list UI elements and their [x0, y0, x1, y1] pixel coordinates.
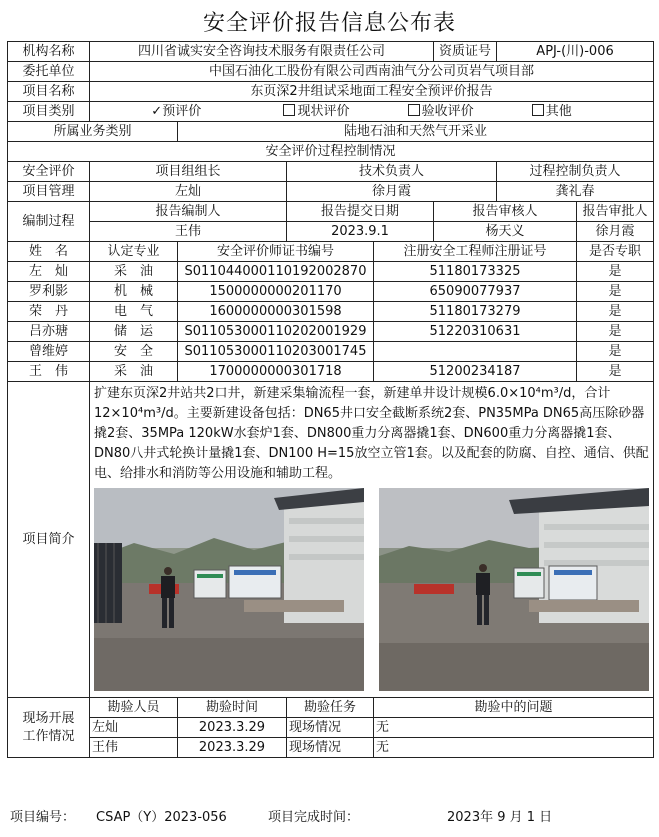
- staff-name: 吕亦瑭: [8, 322, 90, 342]
- compile-header-row: [8, 202, 654, 222]
- site-label: [8, 698, 90, 758]
- project-value: 东页深2井组试采地面工程安全预评价报告: [90, 82, 654, 102]
- compile-label: 编制过程: [8, 202, 90, 242]
- table-row: [8, 262, 654, 282]
- site-date: 2023.3.29: [178, 738, 287, 758]
- checkbox-icon: [408, 104, 420, 116]
- checkbox-icon: [283, 104, 295, 116]
- footer: [10, 806, 655, 826]
- summary-row: [8, 382, 654, 698]
- staff-cert: S011053000110202001929: [178, 322, 374, 342]
- client-label: 委托单位: [8, 62, 90, 82]
- staff-eng: [374, 342, 577, 362]
- type-option-other: 其他: [545, 104, 572, 119]
- project-label: 项目名称: [8, 82, 90, 102]
- table-row: [8, 302, 654, 322]
- site-photos: [94, 488, 649, 695]
- project-row: [8, 82, 654, 102]
- site-task: 现场情况: [287, 718, 374, 738]
- site-h3: 勘验任务: [287, 698, 374, 718]
- staff-eng: 51180173325: [374, 262, 577, 282]
- staff-name: 左 灿: [8, 262, 90, 282]
- site-header-row: [8, 698, 654, 718]
- business-value: 陆地石油和天然气开采业: [178, 122, 654, 142]
- table-row: [8, 342, 654, 362]
- staff-cert: 1500000000201170: [178, 282, 374, 302]
- business-label: 所属业务类别: [8, 122, 178, 142]
- staff-fulltime: 是: [577, 302, 654, 322]
- table-row: [8, 738, 654, 758]
- project-code-value: CSAP（Y）2023-056: [96, 810, 227, 825]
- mgmt-label-2: 项目管理: [8, 182, 90, 202]
- table-row: [8, 362, 654, 382]
- summary-cell: [90, 382, 654, 698]
- completion-label: 项目完成时间：: [268, 810, 360, 825]
- site-issue: 无: [374, 718, 654, 738]
- mgmt-v3: 龚礼春: [497, 182, 654, 202]
- staff-name: 王 伟: [8, 362, 90, 382]
- compile-v3: 杨天义: [434, 222, 577, 242]
- staff-cert: S011053000110203001745: [178, 342, 374, 362]
- compile-h1: 报告编制人: [90, 202, 287, 222]
- staff-h-eng: 注册安全工程师注册证号: [374, 242, 577, 262]
- page-title: 安全评价报告信息公布表: [202, 11, 456, 36]
- compile-value-row: [8, 222, 654, 242]
- compile-v4: 徐月霞: [577, 222, 654, 242]
- staff-eng: 51180173279: [374, 302, 577, 322]
- staff-h-name: 姓 名: [8, 242, 90, 262]
- type-option-accept: 验收评价: [421, 104, 474, 119]
- staff-major: 机 械: [90, 282, 178, 302]
- site-label-2: 工作情况: [22, 728, 75, 744]
- process-title-row: [8, 142, 654, 162]
- compile-v2: 2023.9.1: [287, 222, 434, 242]
- completion-value: 2023年 9 月 1 日: [447, 810, 553, 825]
- cert-value: APJ-(川)-006: [497, 42, 654, 62]
- staff-h-cert: 安全评价师证书编号: [178, 242, 374, 262]
- table-row: [8, 718, 654, 738]
- type-option-pre: ✓预评价: [151, 104, 202, 119]
- staff-fulltime: 是: [577, 282, 654, 302]
- staff-cert: 1600000000301598: [178, 302, 374, 322]
- process-title: 安全评价过程控制情况: [8, 142, 654, 162]
- staff-h-major: 认定专业: [90, 242, 178, 262]
- site-date: 2023.3.29: [178, 718, 287, 738]
- staff-cert: 1700000000301718: [178, 362, 374, 382]
- mgmt-h3: 过程控制负责人: [497, 162, 654, 182]
- staff-name: 荣 丹: [8, 302, 90, 322]
- table-row: [8, 282, 654, 302]
- compile-h4: 报告审批人: [577, 202, 654, 222]
- mgmt-h1: 项目组组长: [90, 162, 287, 182]
- site-photo-2: [379, 488, 649, 691]
- site-h4: 勘验中的问题: [374, 698, 654, 718]
- table-row: [8, 322, 654, 342]
- site-label-1: 现场开展: [22, 710, 75, 726]
- org-label: 机构名称: [8, 42, 90, 62]
- site-photo-1: [94, 488, 364, 691]
- mgmt-label-1: 安全评价: [8, 162, 90, 182]
- info-table: [7, 41, 654, 758]
- type-row: [8, 102, 654, 122]
- type-option-status: 现状评价: [297, 104, 350, 119]
- mgmt-v2: 徐月霞: [287, 182, 497, 202]
- staff-major: 采 油: [90, 262, 178, 282]
- org-row: [8, 42, 654, 62]
- staff-major: 储 运: [90, 322, 178, 342]
- summary-label: 项目简介: [8, 382, 90, 698]
- checkbox-icon: [532, 104, 544, 116]
- compile-h3: 报告审核人: [434, 202, 577, 222]
- compile-h2: 报告提交日期: [287, 202, 434, 222]
- staff-cert: S011044000110192002870: [178, 262, 374, 282]
- type-label: 项目类别: [8, 102, 90, 122]
- summary-text: 扩建东页深2井站共2口井，新建采集输流程一套，新建单井设计规模6.0×10⁴m³/d，合计12×10⁴m³/d。主要新建设备包括：DN65井口安全截断系统2套、PN35MPa DN65高压除砂器撬2套、35MPa 120kW水套炉1套、DN800重力分离器撬1套、DN600重力分离器撬1套、DN80八井式轮换计量撬1套、DN100 H=15放空立管1套。以及配套的防腐、自控、通信、供配电、给排水和消防等公用设施和辅助工程。: [94, 386, 649, 481]
- compile-v1: 王伟: [90, 222, 287, 242]
- staff-eng: 51200234187: [374, 362, 577, 382]
- site-task: 现场情况: [287, 738, 374, 758]
- site-h1: 勘验人员: [90, 698, 178, 718]
- staff-major: 电 气: [90, 302, 178, 322]
- site-person: 左灿: [90, 718, 178, 738]
- site-h2: 勘验时间: [178, 698, 287, 718]
- staff-major: 采 油: [90, 362, 178, 382]
- type-options: [90, 102, 654, 122]
- staff-fulltime: 是: [577, 262, 654, 282]
- site-issue: 无: [374, 738, 654, 758]
- staff-major: 安 全: [90, 342, 178, 362]
- staff-name: 曾维婷: [8, 342, 90, 362]
- mgmt-value-row: [8, 182, 654, 202]
- mgmt-v1: 左灿: [90, 182, 287, 202]
- staff-fulltime: 是: [577, 342, 654, 362]
- site-person: 王伟: [90, 738, 178, 758]
- staff-fulltime: 是: [577, 362, 654, 382]
- client-value: 中国石油化工股份有限公司西南油气分公司页岩气项目部: [90, 62, 654, 82]
- cert-label: 资质证号: [434, 42, 497, 62]
- staff-h-fulltime: 是否专职: [577, 242, 654, 262]
- staff-name: 罗利影: [8, 282, 90, 302]
- staff-eng: 65090077937: [374, 282, 577, 302]
- staff-eng: 51220310631: [374, 322, 577, 342]
- mgmt-header-row: [8, 162, 654, 182]
- project-code-label: 项目编号：: [10, 810, 76, 825]
- client-row: [8, 62, 654, 82]
- staff-fulltime: 是: [577, 322, 654, 342]
- mgmt-h2: 技术负责人: [287, 162, 497, 182]
- business-row: [8, 122, 654, 142]
- staff-header-row: [8, 242, 654, 262]
- org-value: 四川省诚实安全咨询技术服务有限责任公司: [90, 42, 434, 62]
